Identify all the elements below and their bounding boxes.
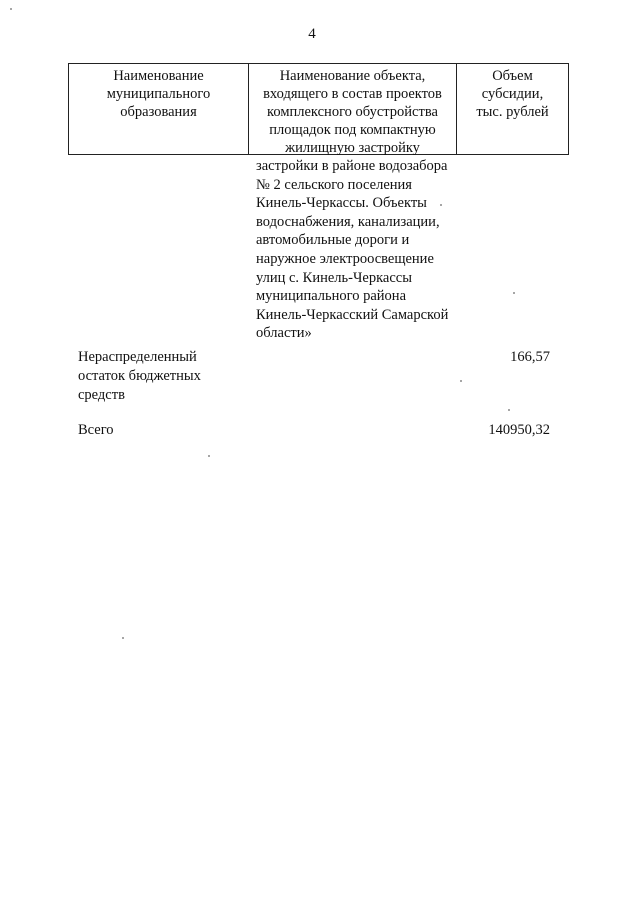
header-subsidy-line: тыс. рублей — [476, 104, 549, 120]
header-object-line: входящего в состав проектов — [263, 86, 442, 102]
description-line: области» — [256, 325, 312, 342]
row-label-line: Нераспределенный — [78, 349, 197, 365]
header-object-line: комплексного обустройства — [267, 104, 438, 120]
total-label — [78, 421, 114, 440]
row-label-line: средств — [78, 387, 125, 403]
scan-speck — [513, 292, 515, 294]
total-value: 140950,32 — [488, 422, 550, 438]
description-line: наружное электроосвещение — [256, 250, 434, 267]
row-label-line: Всего — [78, 422, 114, 438]
header-object-line: жилищную застройку — [285, 140, 420, 156]
table-header — [68, 63, 569, 155]
description-line: улиц с. Кинель-Черкассы — [256, 269, 412, 286]
scan-speck — [440, 204, 442, 206]
scan-speck — [10, 8, 12, 10]
description-line: № 2 сельского поселения — [256, 176, 412, 193]
description-line: Кинель-Черкасский Самарской — [256, 306, 449, 323]
description-line: водоснабжения, канализации, — [256, 213, 440, 230]
header-object-line: площадок под компактную — [269, 122, 436, 138]
description-line: автомобильные дороги и — [256, 232, 410, 249]
scan-speck — [122, 637, 124, 639]
header-municipality-column — [69, 64, 249, 154]
unallocated-balance-label — [78, 348, 201, 405]
description-line: Кинель-Черкассы. Объекты — [256, 195, 427, 212]
row-label-line: остаток бюджетных — [78, 368, 201, 384]
header-object-line: Наименование объекта, — [279, 68, 426, 84]
object-description-continuation — [256, 157, 468, 343]
header-subsidy-line: Объем — [492, 68, 533, 84]
scan-speck — [460, 380, 462, 382]
scan-speck — [508, 409, 510, 411]
header-municipality-line: муниципального — [106, 86, 211, 102]
header-object-column — [249, 64, 457, 154]
scan-speck — [208, 455, 210, 457]
header-municipality-line: образования — [120, 104, 197, 120]
description-line: застройки в районе водозабора — [256, 158, 448, 174]
header-subsidy-column — [457, 64, 568, 154]
header-subsidy-line: субсидии, — [481, 86, 544, 102]
header-municipality-line: Наименование — [113, 68, 204, 84]
description-line: муниципального района — [256, 288, 406, 305]
page-number: 4 — [308, 26, 316, 42]
unallocated-balance-value: 166,57 — [510, 349, 550, 365]
